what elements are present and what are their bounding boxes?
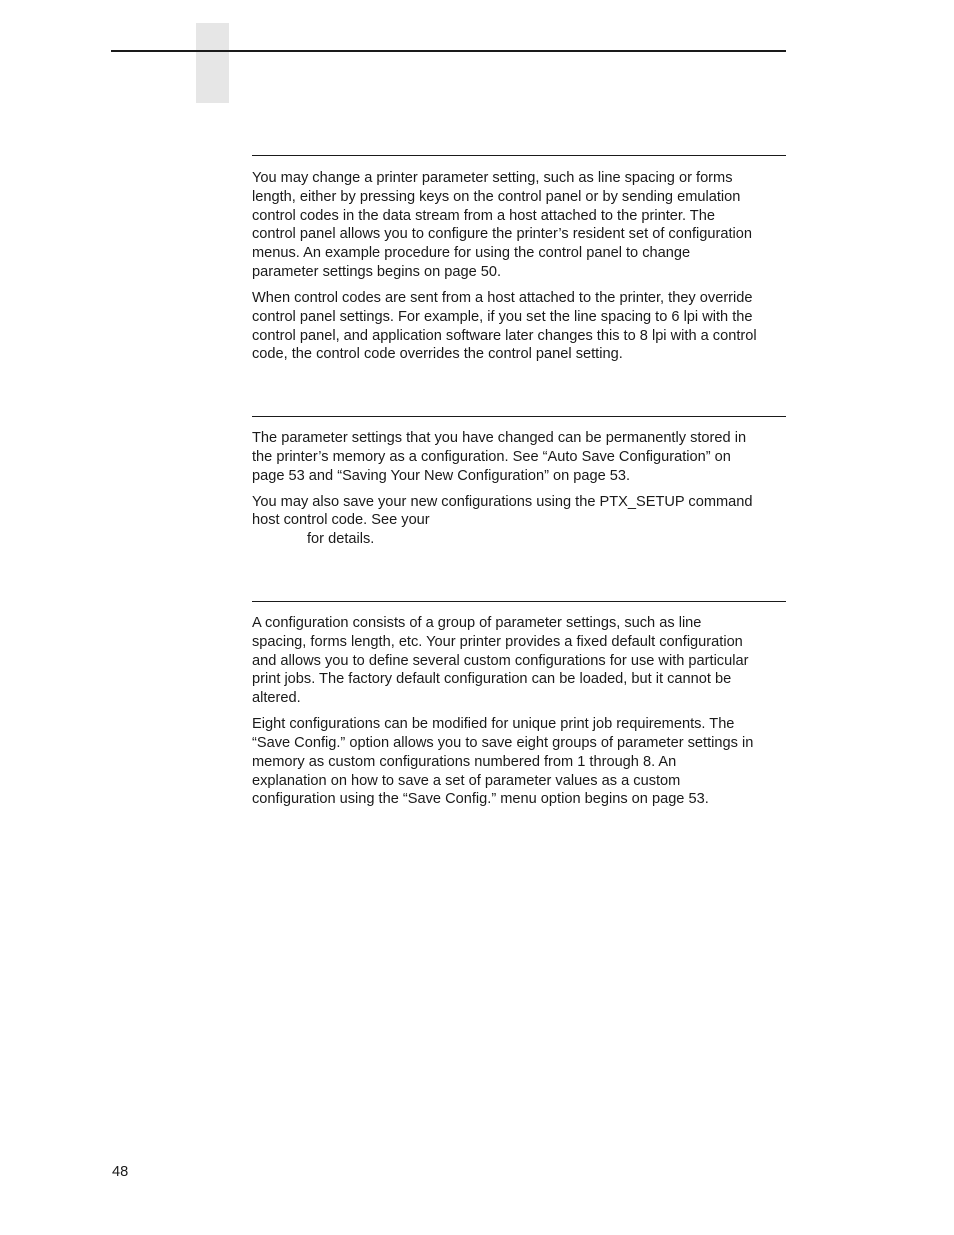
chapter-tab <box>196 23 229 103</box>
text-line: code, the control code overrides the control panel setting. <box>252 346 623 363</box>
text-line: When control codes are sent from a host attached to the printer, they override <box>252 289 753 306</box>
section-saving-settings <box>252 416 786 549</box>
text-line: length, either by pressing keys on the control panel or by sending emulation <box>252 188 741 205</box>
header-rule <box>111 50 786 52</box>
text-line: The parameter settings that you have changed can be permanently stored in <box>252 430 747 446</box>
text-line: page 53 and “Saving Your New Configuration” on page 53. <box>252 467 631 484</box>
section-configurations <box>252 601 786 809</box>
text-line: explanation on how to save a set of parameter values as a custom <box>252 772 681 789</box>
text-line: parameter settings begins on page 50. <box>252 263 502 280</box>
paragraph <box>252 614 786 708</box>
text-line: spacing, forms length, etc. Your printer provides a fixed default configuration <box>252 633 743 650</box>
paragraph <box>252 715 786 809</box>
page-number: 48 <box>112 1164 129 1180</box>
paragraph <box>252 429 786 485</box>
text-line: configuration using the “Save Config.” menu option begins on page 53. <box>252 791 709 808</box>
paragraph <box>252 289 786 364</box>
text-line: the printer’s memory as a configuration. See “Auto Save Configuration” on <box>252 448 731 465</box>
text-line: You may also save your new configurations using the PTX_SETUP command <box>252 493 753 510</box>
text-line: You may change a printer parameter setting, such as line spacing or forms <box>252 170 733 186</box>
text-line: control panel allows you to configure the printer’s resident set of configuration <box>252 226 752 243</box>
text-line: altered. <box>252 690 301 707</box>
text-line: control codes in the data stream from a host attached to the printer. The <box>252 207 715 224</box>
paragraph <box>252 169 786 282</box>
section-changing-parameters <box>252 155 786 364</box>
paragraph <box>252 493 786 549</box>
text-line: host control code. See your <box>252 512 430 529</box>
text-line: menus. An example procedure for using the control panel to change <box>252 245 691 262</box>
text-line: Eight configurations can be modified for unique print job requirements. The <box>252 716 735 733</box>
text-line: and allows you to define several custom configurations for use with particular <box>252 652 749 669</box>
text-line: for details. <box>307 531 375 548</box>
text-line: memory as custom configurations numbered from 1 through 8. An <box>252 753 677 770</box>
text-line: A configuration consists of a group of parameter settings, such as line <box>252 615 702 631</box>
text-line: control panel, and application software later changes this to 8 lpi with a control <box>252 327 757 344</box>
text-line: print jobs. The factory default configuration can be loaded, but it cannot be <box>252 671 732 688</box>
text-line: “Save Config.” option allows you to save eight groups of parameter settings in <box>252 734 754 751</box>
text-line: control panel settings. For example, if you set the line spacing to 6 lpi with the <box>252 308 753 325</box>
